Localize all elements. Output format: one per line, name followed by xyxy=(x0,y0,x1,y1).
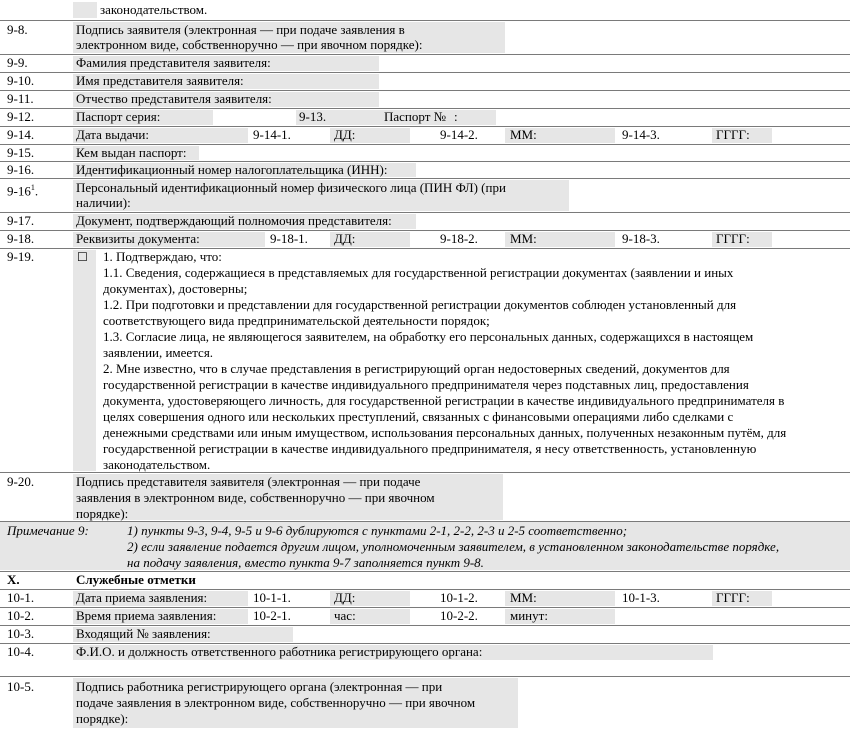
passport-number-label: Паспорт № xyxy=(384,109,447,124)
year-label: ГГГГ: xyxy=(716,590,750,605)
day-label: ДД: xyxy=(334,231,356,246)
year-label: ГГГГ: xyxy=(716,231,750,246)
confirm-checkbox[interactable]: ☐ xyxy=(77,250,88,264)
item-number: 9-8. xyxy=(7,22,28,37)
note-line: 2) если заявление подается другим лицом, уполномоченным заявителем, в установленном законодательстве порядке, xyxy=(127,539,780,554)
month-label: ММ: xyxy=(510,590,537,605)
declaration-line: заявлении, имеется. xyxy=(103,345,214,360)
sub-number: 9-18-3. xyxy=(622,231,660,246)
item-number: 9-13. xyxy=(299,109,327,124)
sub-number: 9-14-3. xyxy=(622,127,660,142)
declaration-line: 1.2. При подготовки и представлении для государственной регистрации документов соблюден установленный для xyxy=(103,297,737,312)
item-number: 10-5. xyxy=(7,679,35,694)
sub-number: 10-1-1. xyxy=(253,590,291,605)
sub-number: 10-1-3. xyxy=(622,590,660,605)
item-number: 10-3. xyxy=(7,626,35,641)
applicant-signature-label: Подпись заявителя (электронная — при подаче заявления в xyxy=(76,22,405,37)
officer-signature-label: Подпись работника регистрирующего органа (электронная — при xyxy=(76,679,443,694)
rep-name-label: Имя представителя заявителя: xyxy=(76,73,244,88)
pin-label-cont: наличии): xyxy=(76,195,131,210)
passport-issuer-label: Кем выдан паспорт: xyxy=(76,145,187,160)
declaration-line: законодательством. xyxy=(103,457,211,472)
rep-surname-label: Фамилия представителя заявителя: xyxy=(76,55,271,70)
sub-number: 9-14-1. xyxy=(253,127,291,142)
previous-page-tail: законодательством. xyxy=(100,2,208,17)
passport-series-label: Паспорт серия: xyxy=(76,109,161,124)
row-divider xyxy=(0,178,850,179)
sub-number: 10-2-1. xyxy=(253,608,291,623)
minute-label: минут: xyxy=(510,608,548,623)
sub-number: 10-2-2. xyxy=(440,608,478,623)
rep-patronymic-label: Отчество представителя заявителя: xyxy=(76,91,272,106)
note-line: 1) пункты 9-3, 9-4, 9-5 и 9-6 дублируются с пунктами 2-1, 2-2, 2-3 и 2-5 соответственно; xyxy=(127,523,628,538)
item-number: 10-4. xyxy=(7,644,35,659)
declaration-line: 1.3. Согласие лица, не являющегося заявителем, на обработку его персональных данных, содержащихся в настоящем xyxy=(103,329,754,344)
rep-signature-label-cont: заявления в электронном виде, собственноручно — при явочном xyxy=(76,490,435,505)
declaration-line: денежными средствами или иным имуществом, использования персональных данных, полученных незаконным путём, для xyxy=(103,425,787,440)
item-number: 10-2. xyxy=(7,608,35,623)
item-number: 9-11. xyxy=(7,91,34,106)
colon: : xyxy=(454,109,458,124)
year-label: ГГГГ: xyxy=(716,127,750,142)
item-number: 9-19. xyxy=(7,249,35,264)
row-divider xyxy=(0,676,850,677)
day-label: ДД: xyxy=(334,127,356,142)
month-label: ММ: xyxy=(510,231,537,246)
declaration-line: государственной регистрации в качестве индивидуального предпринимателя через подставных лиц, предоставления xyxy=(103,377,749,392)
receipt-time-label: Время приема заявления: xyxy=(76,608,217,623)
section-title: Служебные отметки xyxy=(76,572,196,587)
note-line: на подачу заявления, вместо пункта 9-7 заполняется пункт 9-8. xyxy=(127,555,484,570)
row-divider xyxy=(0,20,850,21)
declaration-line: документах), достоверны; xyxy=(103,281,248,296)
item-number: 9-18. xyxy=(7,231,35,246)
item-number: 10-1. xyxy=(7,590,35,605)
sub-number: 9-18-2. xyxy=(440,231,478,246)
officer-signature-label-cont: подаче заявления в электронном виде, собственноручно — при явочном xyxy=(76,695,476,710)
item-number: 9-15. xyxy=(7,145,35,160)
item-number: 9-16. xyxy=(7,162,35,177)
sub-number: 9-18-1. xyxy=(270,231,308,246)
month-label: ММ: xyxy=(510,127,537,142)
item-number: 9-9. xyxy=(7,55,28,70)
declaration-line: 1. Подтверждаю, что: xyxy=(103,249,222,264)
receipt-date-label: Дата приема заявления: xyxy=(76,590,208,605)
rep-signature-label: Подпись представителя заявителя (электронная — при подаче xyxy=(76,474,421,489)
item-number: 9-17. xyxy=(7,213,35,228)
item-number: 9-10. xyxy=(7,73,35,88)
declaration-line: документа, удостоверяющего личность, для государственной регистрации в качестве индивидуального предпринимателя в xyxy=(103,393,785,408)
declaration-line: соответствующего вида предпринимательской деятельности порядок; xyxy=(103,313,490,328)
incoming-number-label: Входящий № заявления: xyxy=(76,626,211,641)
sub-number: 9-14-2. xyxy=(440,127,478,142)
declaration-line: целях совершения одного или нескольких преступлений, связанных с финансовыми операциями либо сделками с xyxy=(103,409,734,424)
officer-name-label: Ф.И.О. и должность ответственного работника регистрирующего органа: xyxy=(76,644,483,659)
checkbox-cell xyxy=(73,250,96,471)
declaration-line: 2. Мне известно, что в случае представления в регистрирующий орган недостоверных сведений, документов для xyxy=(103,361,730,376)
hour-label: час: xyxy=(334,608,356,623)
sub-number: 10-1-2. xyxy=(440,590,478,605)
note-title: Примечание 9: xyxy=(7,523,89,538)
section-number: X. xyxy=(7,572,20,587)
item-number: 9-12. xyxy=(7,109,35,124)
declaration-line: 1.1. Сведения, содержащиеся в представляемых для государственной регистрации документах (заявлении и иных xyxy=(103,265,734,280)
fill-cell xyxy=(73,2,97,18)
pin-label: Персональный идентификационный номер физического лица (ПИН ФЛ) (при xyxy=(76,180,506,195)
doc-requisites-label: Реквизиты документа: xyxy=(76,231,200,246)
item-number: 9-14. xyxy=(7,127,35,142)
authority-doc-label: Документ, подтверждающий полномочия представителя: xyxy=(76,213,392,228)
applicant-signature-label-cont: электронном виде, собственноручно — при явочном порядке): xyxy=(76,37,423,52)
rep-signature-label-cont: порядке): xyxy=(76,506,129,521)
issue-date-label: Дата выдачи: xyxy=(76,127,150,142)
item-number: 9-20. xyxy=(7,474,35,489)
declaration-line: государственной регистрации в качестве индивидуального предпринимателя, я несу ответственность, установленную xyxy=(103,441,757,456)
officer-signature-label-cont: порядке): xyxy=(76,711,129,726)
inn-label: Идентификационный номер налогоплательщика (ИНН): xyxy=(76,162,388,177)
day-label: ДД: xyxy=(334,590,356,605)
item-number: $9-16^1$. xyxy=(7,183,39,199)
